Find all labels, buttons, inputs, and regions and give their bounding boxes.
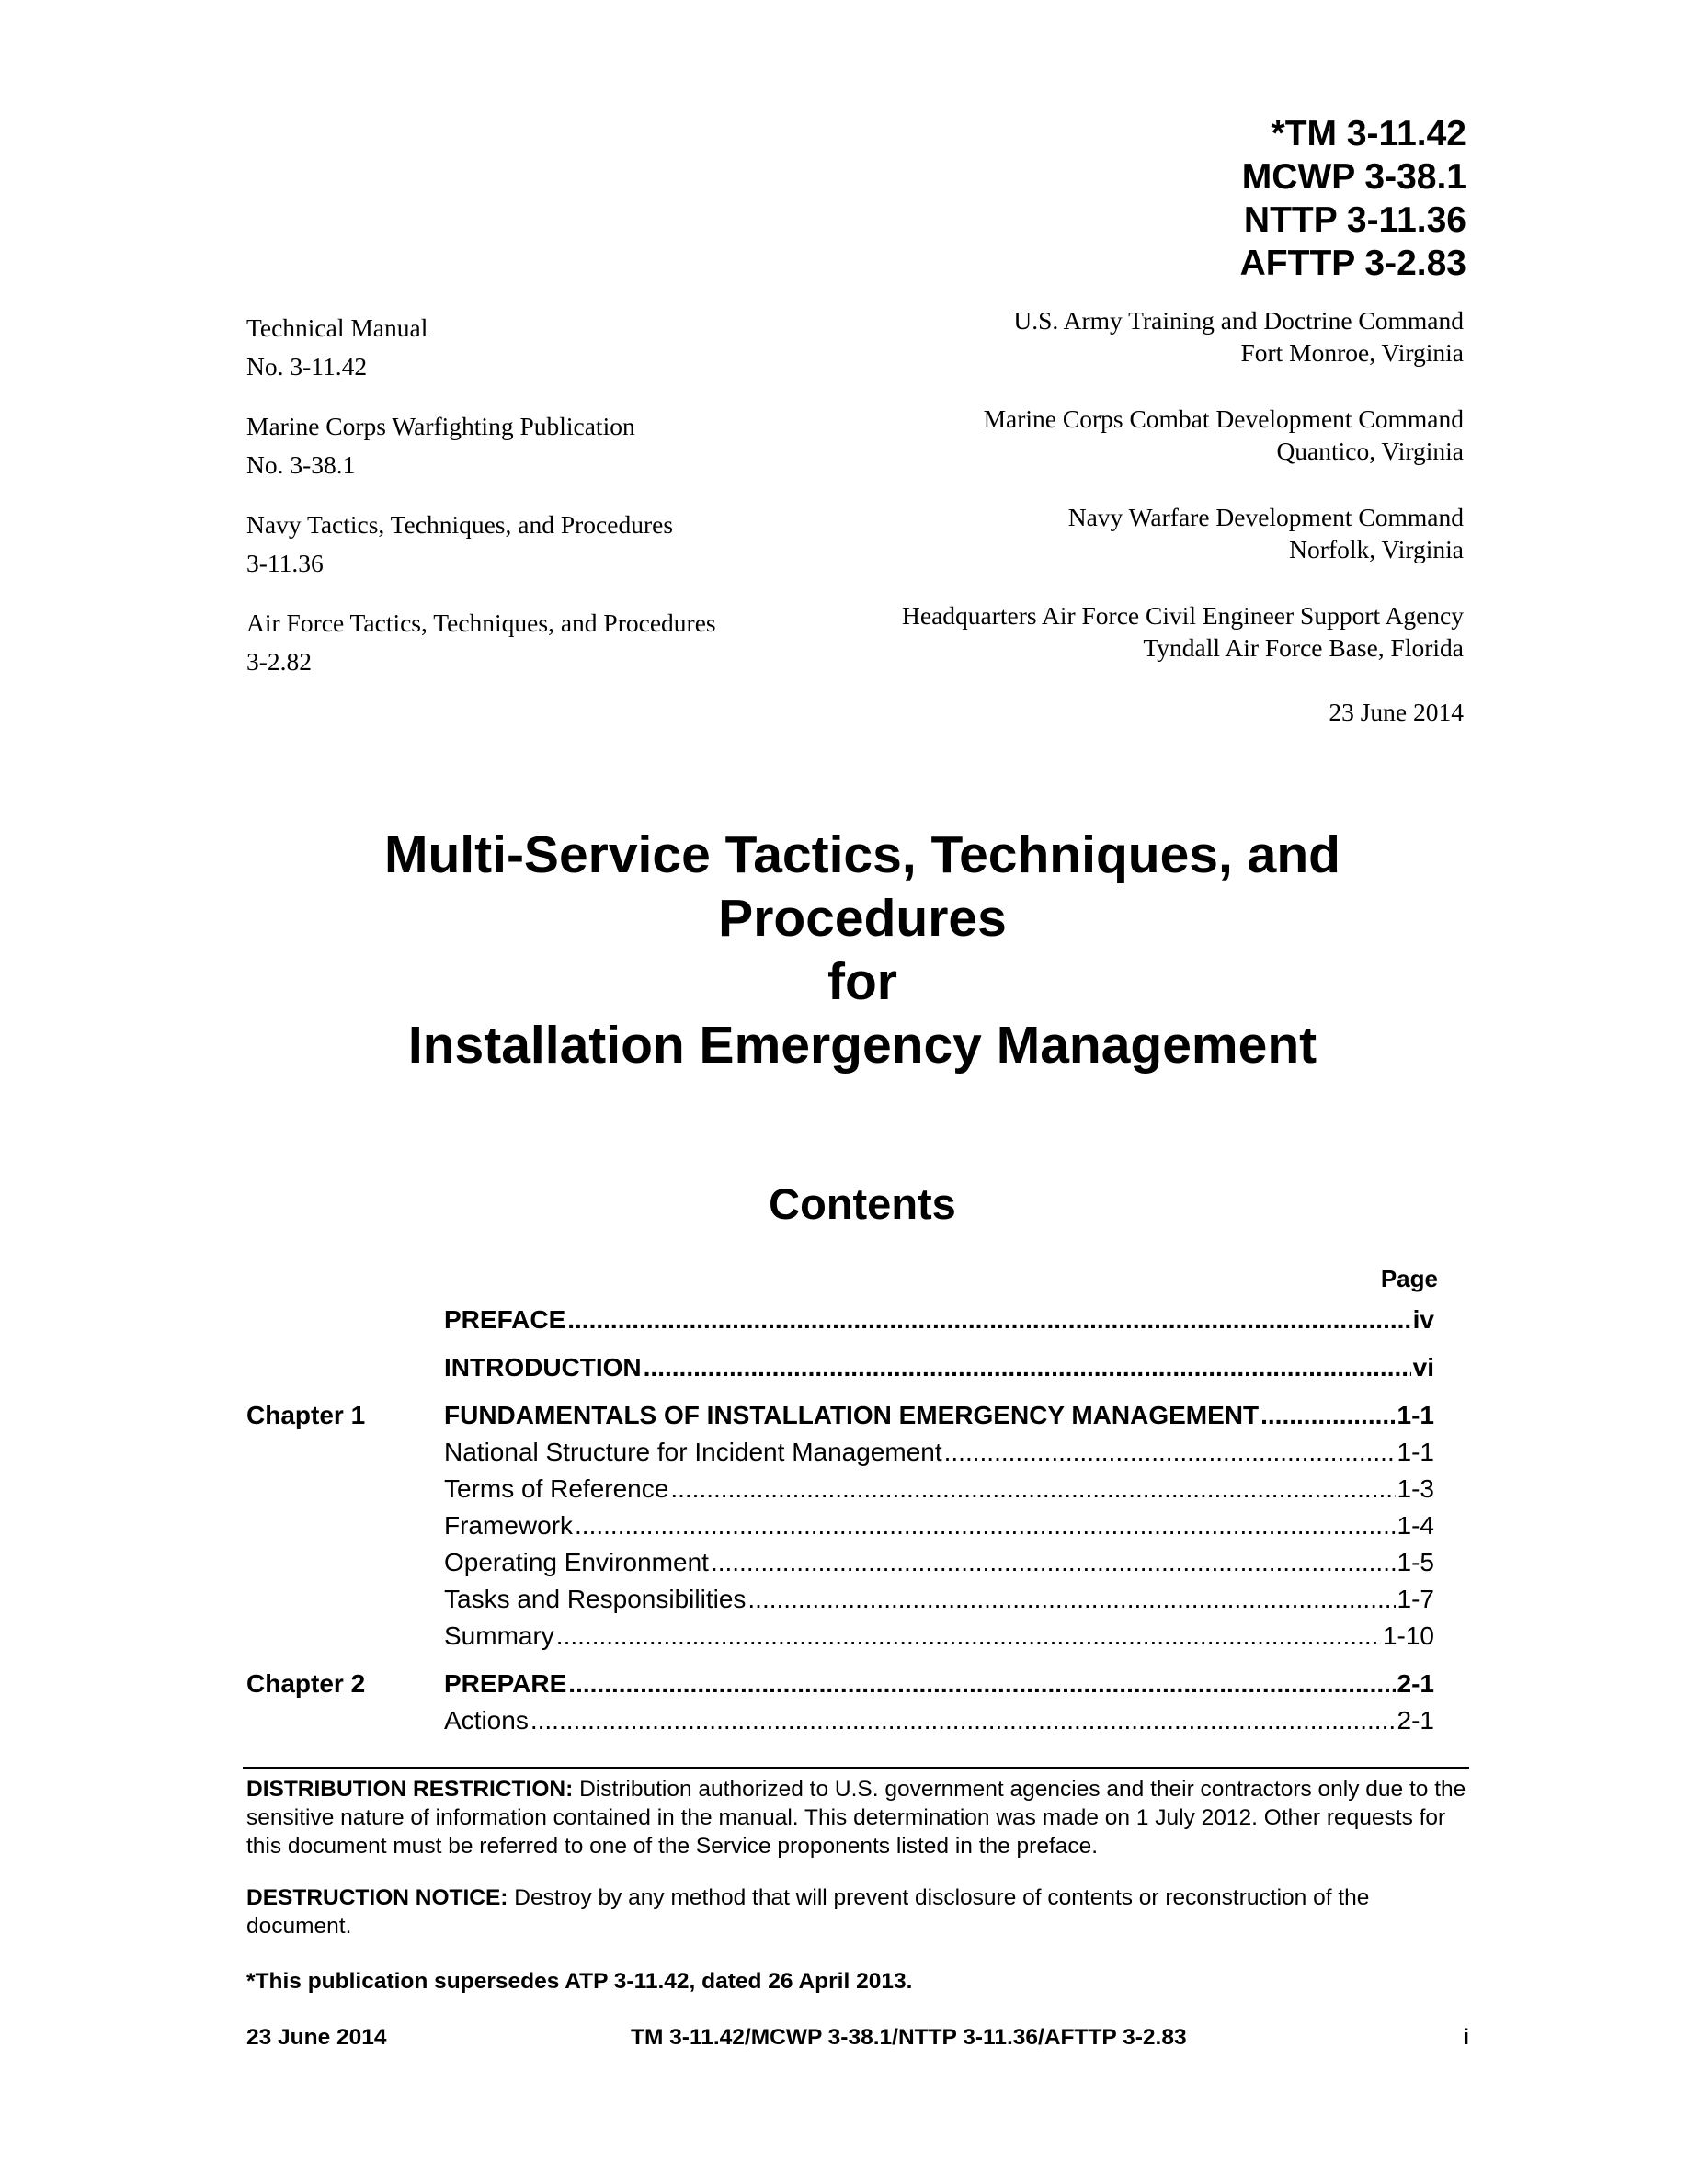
toc-page-number: 1-3 [1397, 1474, 1434, 1503]
toc-page-number: 2-1 [1397, 1669, 1434, 1698]
notice-lead: DISTRIBUTION RESTRICTION: [246, 1777, 574, 1802]
toc-page-number: 2-1 [1397, 1706, 1434, 1735]
toc-entry-label: National Structure for Incident Management [444, 1438, 942, 1466]
section-divider [243, 1767, 1469, 1769]
toc-leader-dots [530, 1702, 1396, 1739]
designation-label: Navy Tactics, Techniques, and Procedures [246, 510, 674, 539]
toc-entry-tasks-responsibilities[interactable] [246, 1581, 1434, 1618]
command-airforce [636, 599, 1464, 664]
proponent-commands [636, 304, 1464, 728]
designation-number: 3-2.82 [246, 647, 313, 676]
toc-entry-introduction[interactable] [246, 1349, 1434, 1386]
page-column-heading: Page [1380, 1265, 1438, 1292]
toc-entry-label: INTRODUCTION [444, 1353, 642, 1382]
title-line: Procedures [718, 889, 1007, 948]
toc-entry-label: Tasks and Responsibilities [444, 1585, 747, 1613]
notice-text: Destroy by any method that will prevent disclosure of contents or reconstruction of the document. [246, 1885, 1370, 1939]
toc-entry-label: Summary [444, 1621, 554, 1650]
toc-page-number: 1-1 [1397, 1401, 1434, 1429]
pub-number-afttp: AFTTP 3-2.83 [1239, 244, 1466, 283]
toc-page-number: 1-4 [1397, 1511, 1434, 1540]
toc-leader-dots [944, 1434, 1396, 1471]
toc-entry-terms-of-reference[interactable] [246, 1471, 1434, 1507]
toc-chapter-label: Chapter 2 [246, 1669, 366, 1698]
toc-entry-national-structure[interactable] [246, 1434, 1434, 1471]
toc-entry-framework[interactable] [246, 1507, 1434, 1544]
toc-entry-operating-environment[interactable] [246, 1544, 1434, 1581]
supersedes-notice: *This publication supersedes ATP 3-11.42, dated 26 April 2013. [246, 1969, 913, 1994]
toc-leader-dots [556, 1618, 1381, 1655]
table-of-contents [246, 1302, 1434, 1739]
toc-entry-label: PREPARE [444, 1669, 567, 1698]
toc-page-number: 1-1 [1397, 1438, 1434, 1466]
designation-label: Technical Manual [246, 313, 428, 342]
toc-chapter-label: Chapter 1 [246, 1401, 366, 1429]
toc-entry-label: Operating Environment [444, 1548, 709, 1576]
toc-leader-dots [711, 1544, 1396, 1581]
toc-entry-label: Terms of Reference [444, 1474, 669, 1503]
publication-numbers [1240, 112, 1466, 285]
title-line: Multi-Service Tactics, Techniques, and [384, 825, 1340, 884]
toc-entry-chapter-2[interactable] [246, 1666, 1434, 1702]
pub-number-nttp: NTTP 3-11.36 [1243, 200, 1466, 240]
pub-number-tm: *TM 3-11.42 [1271, 114, 1466, 154]
toc-entry-label: Actions [444, 1706, 529, 1735]
command-location: Tyndall Air Force Base, Florida [1143, 633, 1464, 662]
title-line: Installation Emergency Management [407, 1016, 1317, 1075]
command-marine [636, 403, 1464, 467]
pub-number-mcwp: MCWP 3-38.1 [1241, 157, 1466, 197]
toc-entry-label: FUNDAMENTALS OF INSTALLATION EMERGENCY MANAGEMENT [444, 1401, 1260, 1429]
toc-page-number: iv [1412, 1305, 1434, 1334]
toc-leader-dots [1260, 1397, 1395, 1434]
command-navy [636, 501, 1464, 565]
footer-page-number: i [1463, 2025, 1469, 2050]
notice-text: Distribution authorized to U.S. government agencies and their contractors only due to the sensitive nature of information contained in the manual. This determination was made on 1 July 2012. Other requests for this document must be referred to one of the Service proponents listed in the preface. [246, 1777, 1466, 1859]
toc-leader-dots [567, 1302, 1410, 1338]
toc-leader-dots [670, 1471, 1395, 1507]
document-title [0, 824, 1688, 1077]
title-line: for [827, 952, 897, 1011]
designation-number: No. 3-38.1 [246, 450, 356, 479]
toc-leader-dots [644, 1349, 1411, 1386]
toc-page-number: 1-5 [1397, 1548, 1434, 1576]
notice-lead: DESTRUCTION NOTICE: [246, 1885, 508, 1910]
destruction-notice [246, 1883, 1469, 1940]
toc-entry-chapter-1[interactable] [246, 1397, 1434, 1434]
command-location: Norfolk, Virginia [1289, 535, 1464, 563]
toc-entry-label: Framework [444, 1511, 574, 1540]
footer-date: 23 June 2014 [246, 2025, 387, 2050]
command-name: Headquarters Air Force Civil Engineer Support Agency [902, 601, 1464, 630]
toc-entry-preface[interactable] [246, 1302, 1434, 1338]
designation-label: Air Force Tactics, Techniques, and Procedures [246, 609, 716, 637]
toc-page-number: 1-10 [1382, 1621, 1434, 1650]
command-army [636, 304, 1464, 369]
toc-leader-dots [568, 1666, 1395, 1702]
toc-leader-dots [747, 1581, 1395, 1618]
toc-entry-summary[interactable] [246, 1618, 1434, 1655]
issue-date: 23 June 2014 [1329, 698, 1464, 726]
toc-entry-actions[interactable] [246, 1702, 1434, 1739]
command-location: Fort Monroe, Virginia [1240, 338, 1464, 367]
command-name: Navy Warfare Development Command [1067, 503, 1464, 531]
contents-heading: Contents [769, 1179, 956, 1228]
toc-leader-dots [575, 1507, 1396, 1544]
command-name: U.S. Army Training and Doctrine Command [1013, 306, 1464, 335]
toc-page-number: 1-7 [1397, 1585, 1434, 1613]
command-location: Quantico, Virginia [1276, 437, 1464, 465]
designation-number: No. 3-11.42 [246, 352, 368, 381]
footer-publication: TM 3-11.42/MCWP 3-38.1/NTTP 3-11.36/AFTTP 3-2.83 [631, 2025, 1187, 2050]
designation-number: 3-11.36 [246, 549, 324, 577]
toc-entry-label: PREFACE [444, 1305, 566, 1334]
command-name: Marine Corps Combat Development Command [983, 404, 1464, 433]
toc-page-number: vi [1412, 1353, 1434, 1382]
distribution-restriction [246, 1775, 1469, 1860]
designation-label: Marine Corps Warfighting Publication [246, 412, 635, 440]
